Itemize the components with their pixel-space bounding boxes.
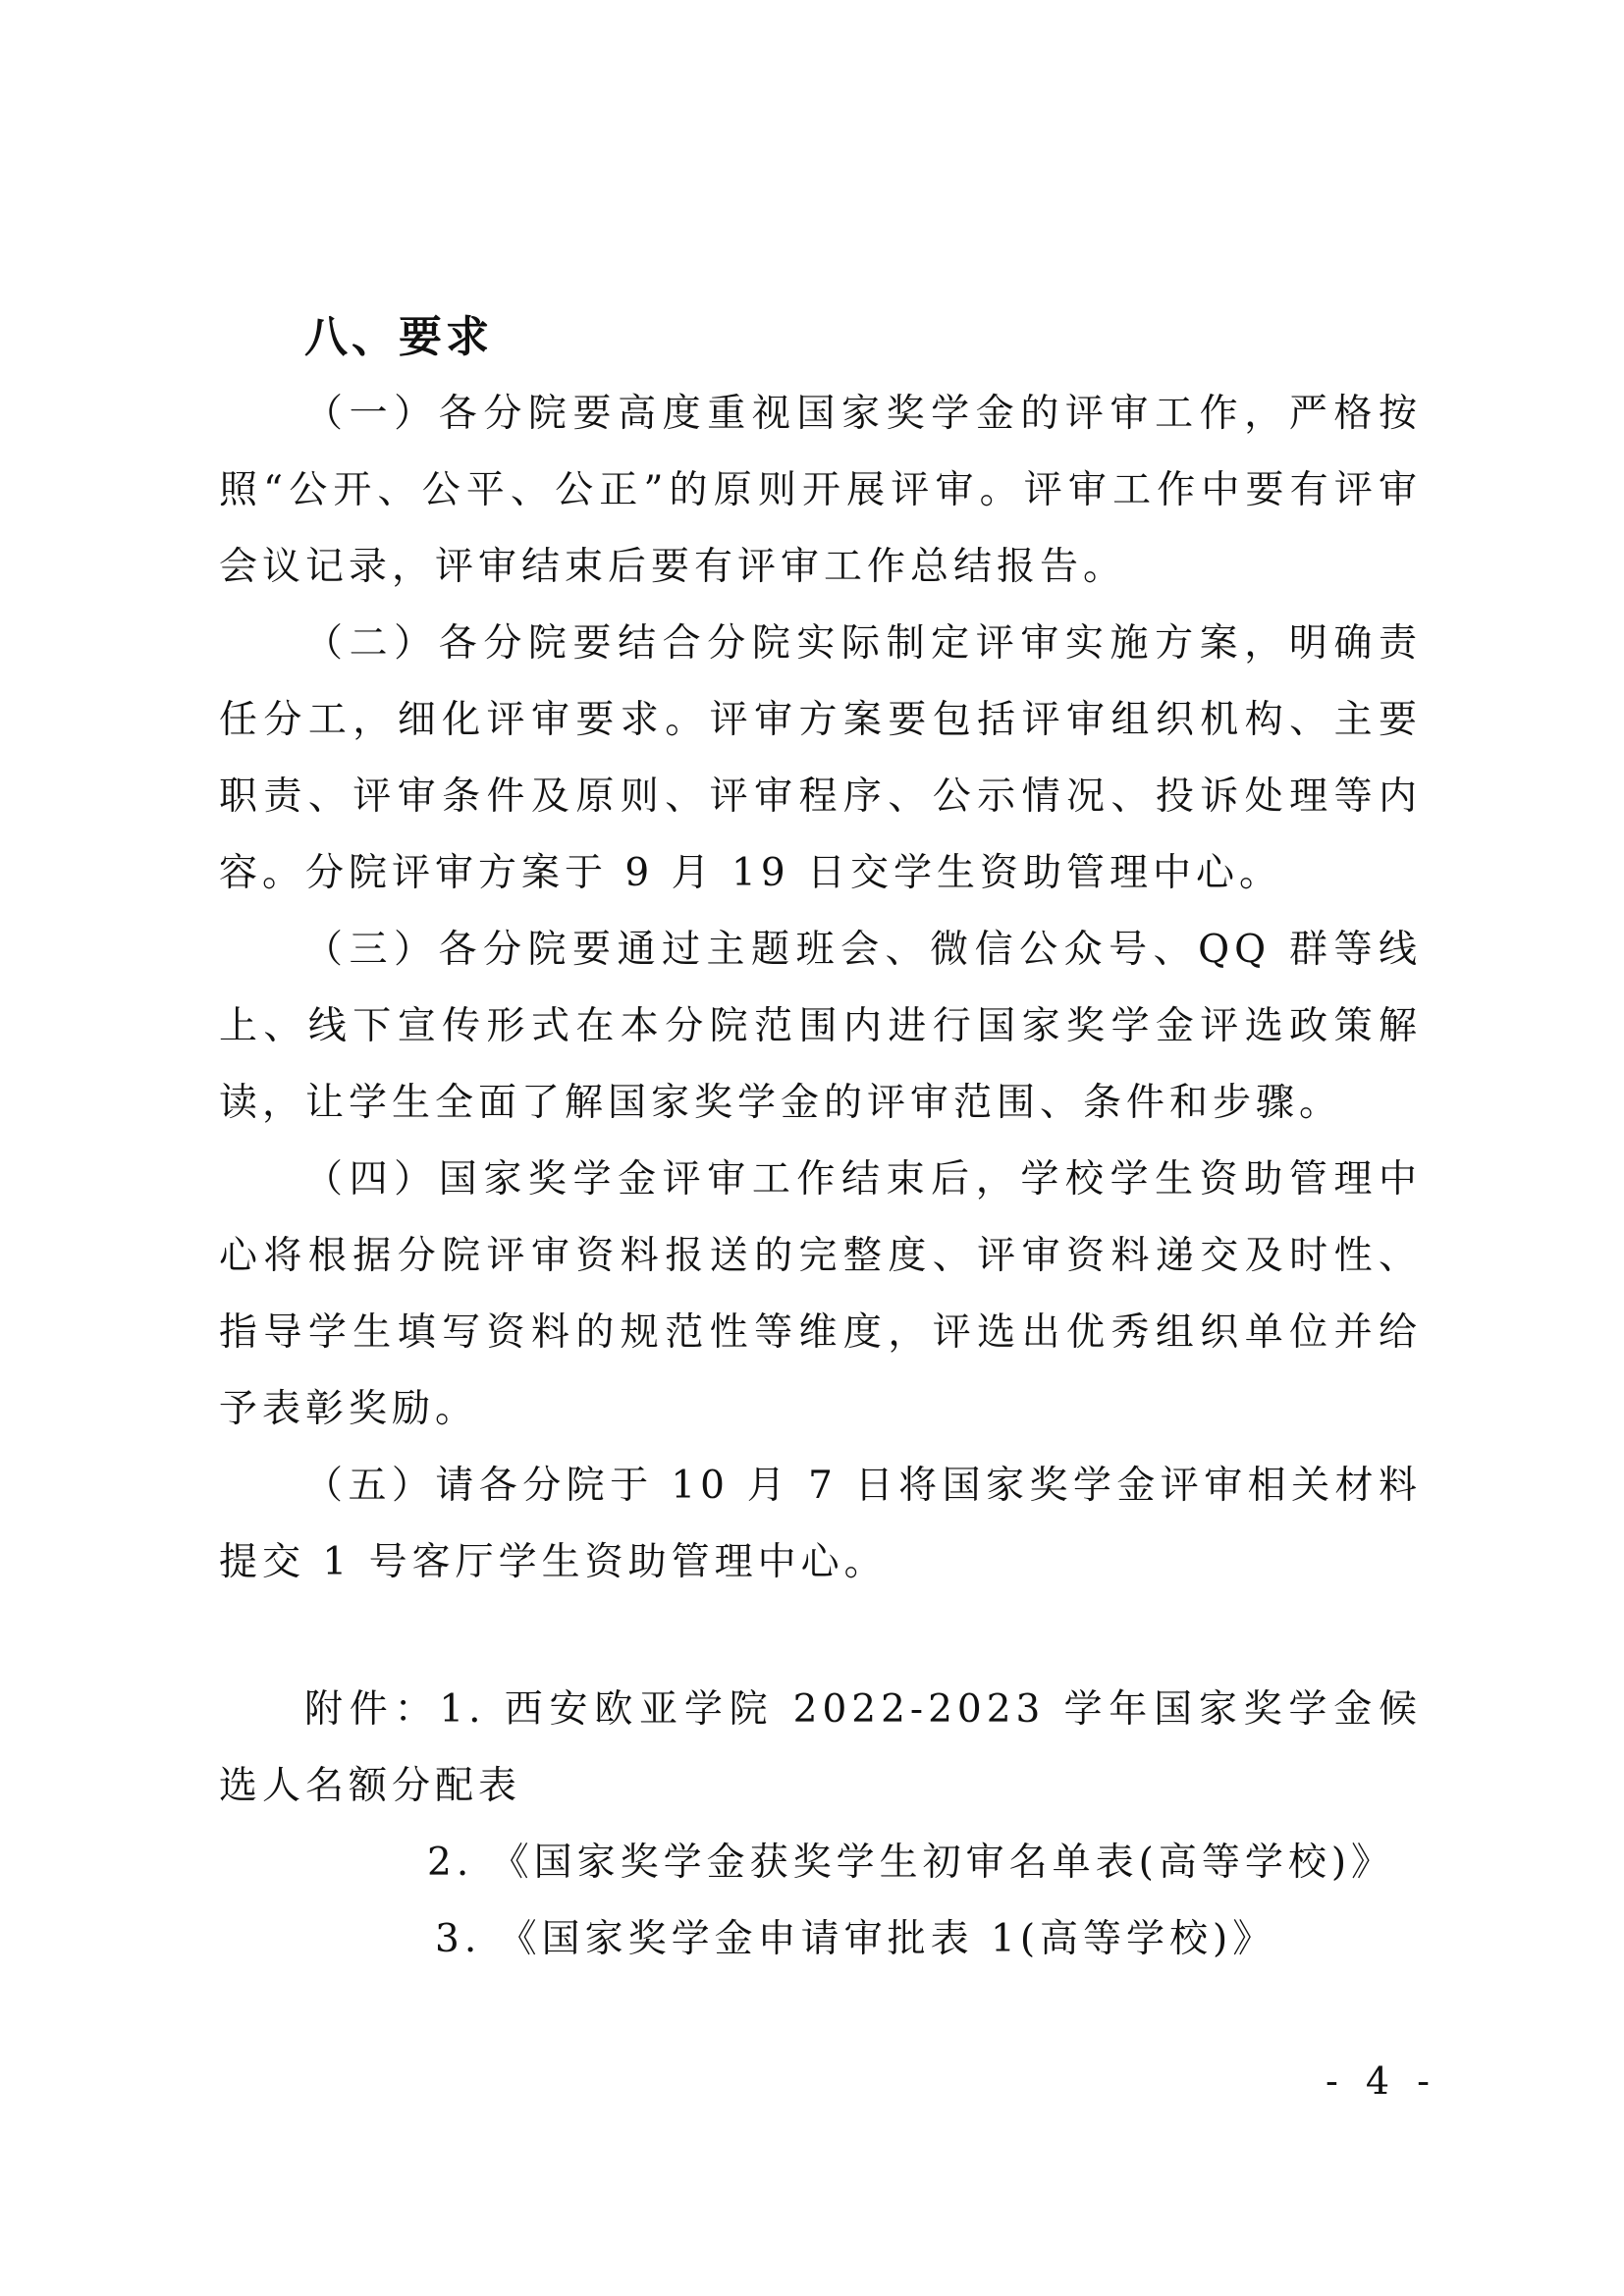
attachment-item-1: 附件：1. 西安欧亚学院 2022-2023 学年国家奖学金候选人名额分配表 [219,1687,1422,1808]
attachment-item-3: 3. 《国家奖学金申请审批表 1(高等学校)》 [435,1917,1276,1961]
paragraph-5: （五）请各分院于 10 月 7 日将国家奖学金评审相关材料提交 1 号客厅学生资助管理中心。 [219,1464,1422,1584]
section-heading: 八、要求 [304,312,493,362]
requirements-body [219,376,1422,1601]
paragraph-2: （二）各分院要结合分院实际制定评审实施方案，明确责任分工，细化评审要求。评审方案要包括评审组织机构、主要职责、评审条件及原则、评审程序、公示情况、投诉处理等内容。分院评审方案于 9 月 19 日交学生资助管理中心。 [219,621,1422,895]
paragraph-1: （一）各分院要高度重视国家奖学金的评审工作，严格按照“公开、公平、公正”的原则开展评审。评审工作中要有评审会议记录，评审结束后要有评审工作总结报告。 [219,392,1422,589]
paragraph-3: （三）各分院要通过主题班会、微信公众号、QQ 群等线上、线下宣传形式在本分院范围内进行国家奖学金评选政策解读，让学生全面了解国家奖学金的评审范围、条件和步骤。 [219,928,1422,1125]
page-number: - 4 - [1326,2059,1438,2103]
attachments-list [219,1672,1422,1978]
attachment-item-2: 2. 《国家奖学金获奖学生初审名单表(高等学校)》 [427,1841,1395,1885]
paragraph-4: （四）国家奖学金评审工作结束后，学校学生资助管理中心将根据分院评审资料报送的完整度、评审资料递交及时性、指导学生填写资料的规范性等维度，评选出优秀组织单位并给予表彰奖励。 [219,1157,1422,1431]
